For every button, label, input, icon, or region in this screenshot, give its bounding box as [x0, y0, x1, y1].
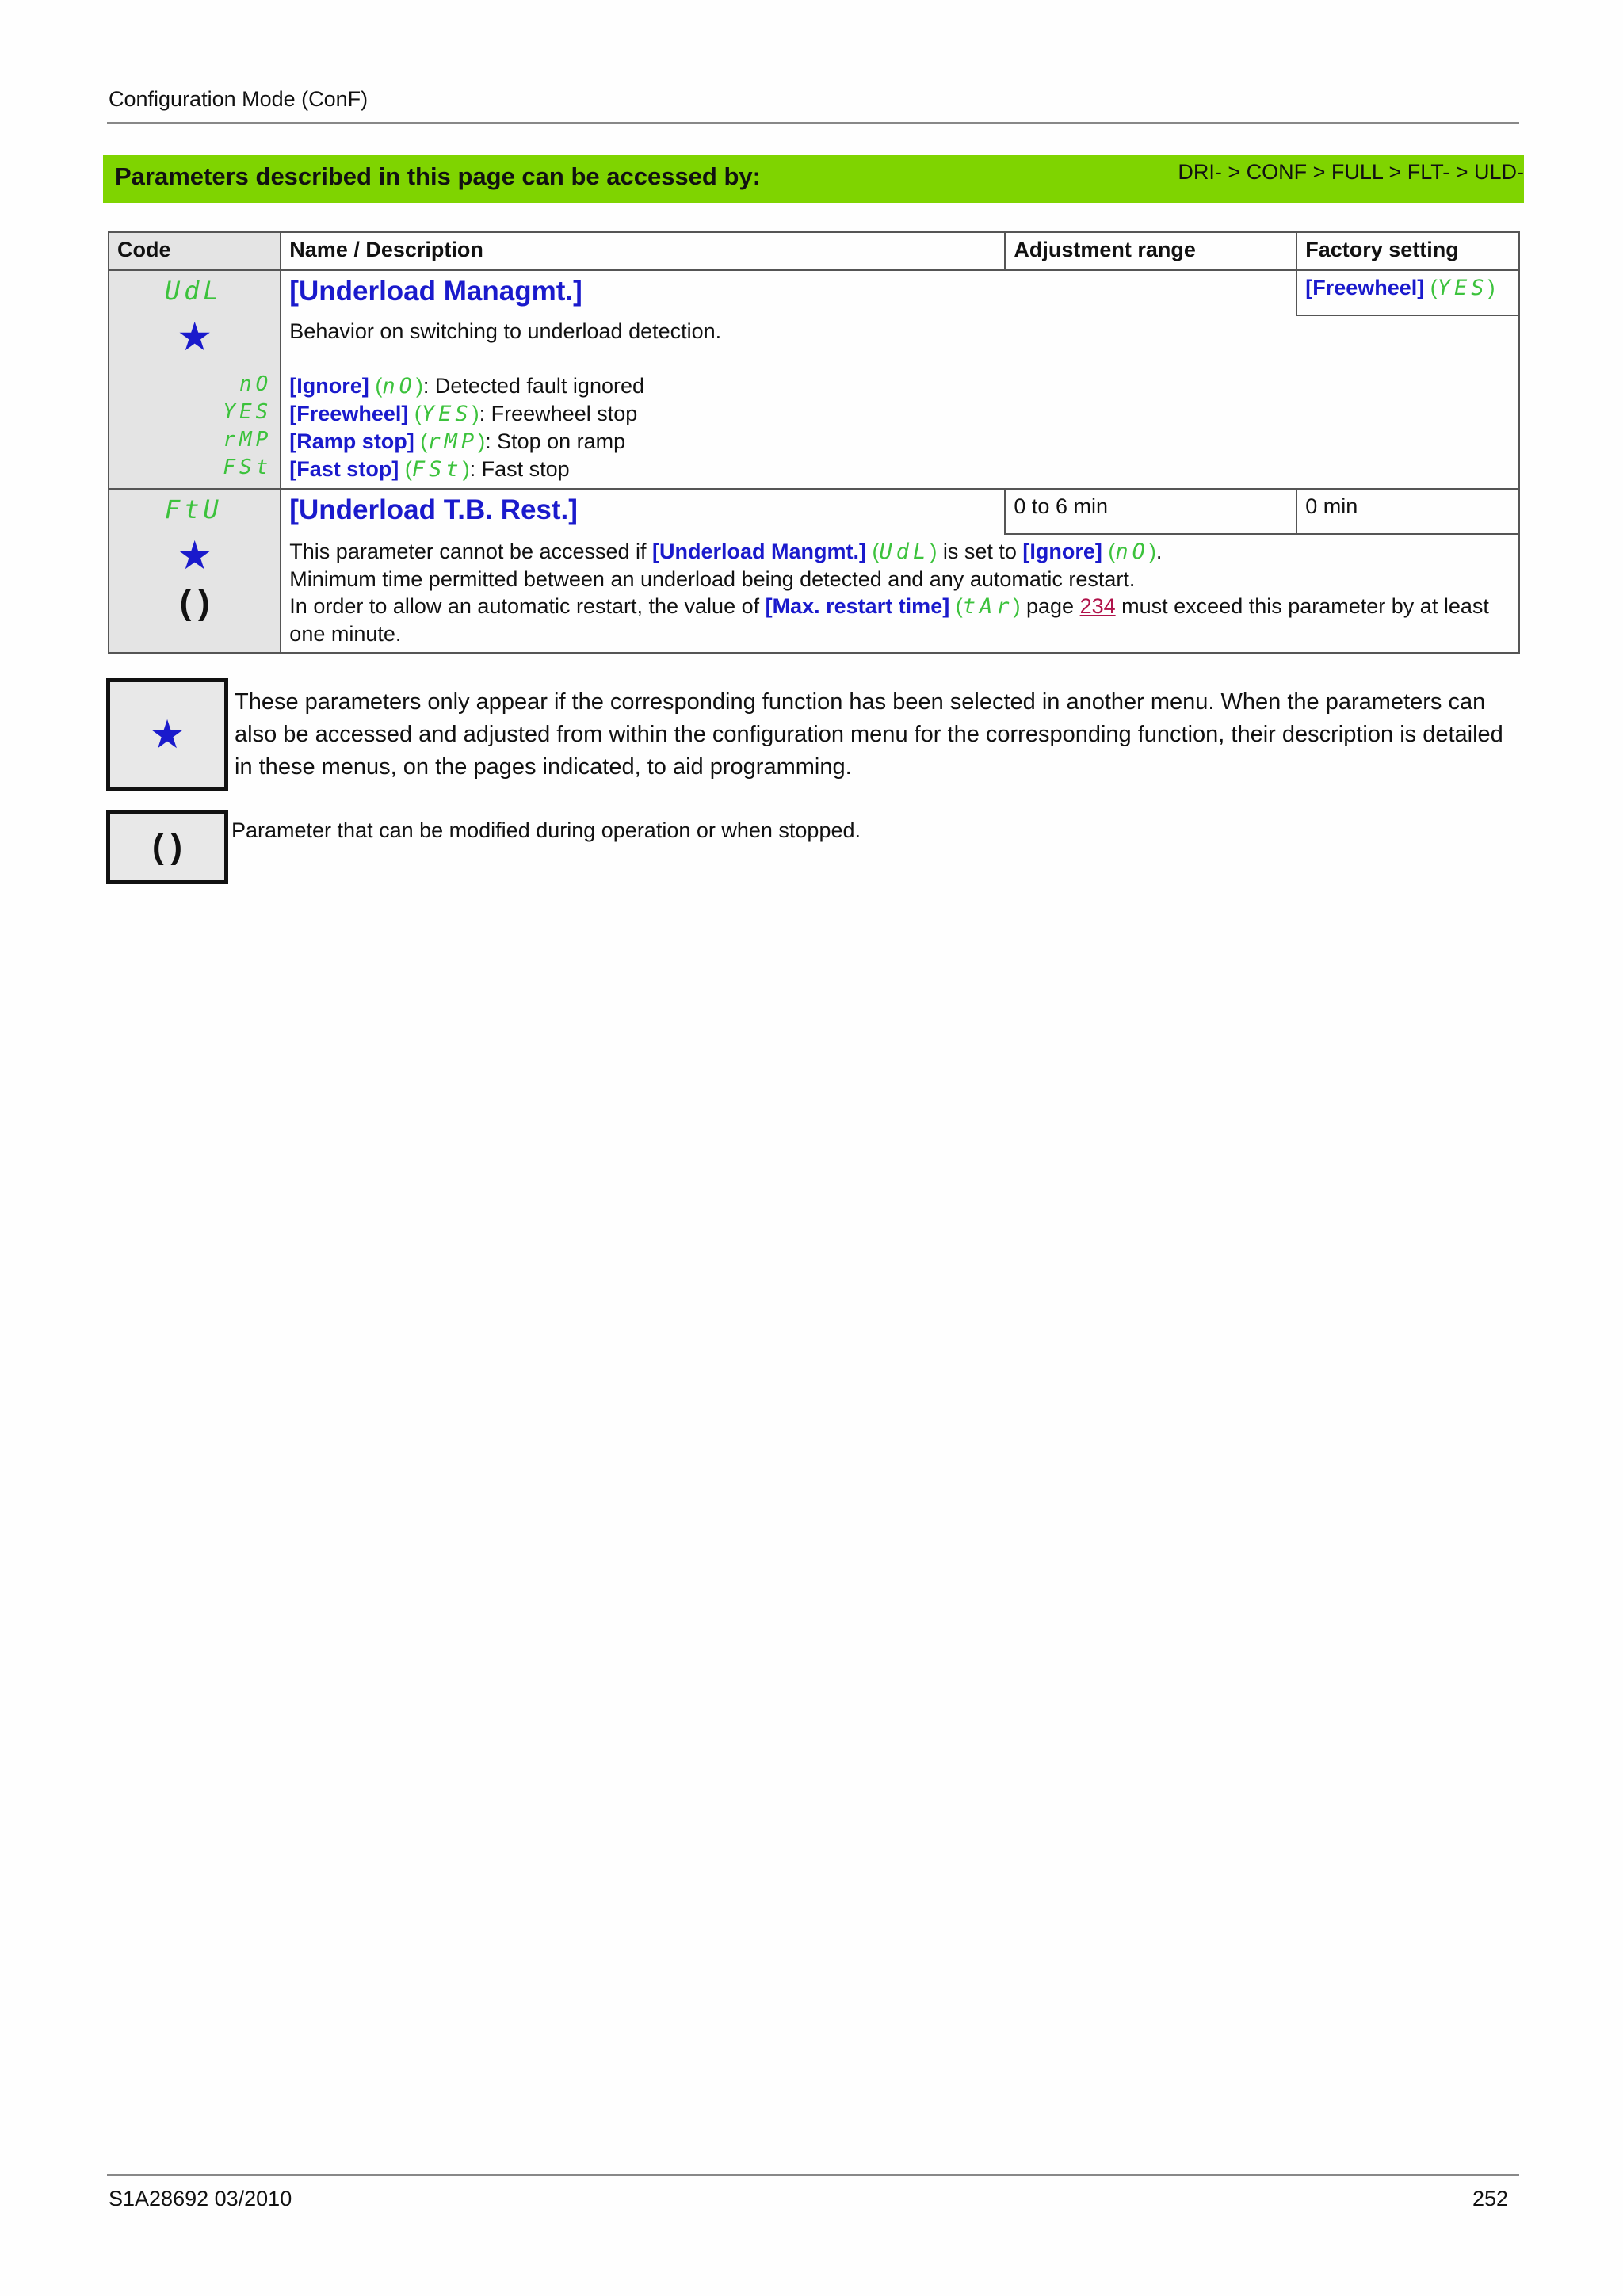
header-factory-setting: Factory setting [1296, 232, 1519, 270]
cycle-legend-box [106, 810, 228, 884]
header-name: Name / Description [281, 232, 1005, 270]
name-cell-ftu [281, 489, 1005, 534]
list-item: [Ramp stop] (rMP): Stop on ramp [289, 429, 626, 454]
star-icon: ★ [177, 533, 213, 578]
description-udl: Behavior on switching to underload detection. [289, 319, 722, 343]
param-code-udl: UdL [165, 276, 223, 306]
access-title: Parameters described in this page can be accessed by: [115, 162, 761, 190]
option-list [289, 372, 1510, 483]
ftu-access-condition: This parameter cannot be accessed if [Underload Mangmt.] (UdL) is set to [Ignore] (nO). [289, 540, 1163, 564]
code-cell-udl [109, 270, 281, 489]
factory-value-ftu: 0 min [1296, 489, 1519, 534]
adjustment-range-ftu: 0 to 6 min [1005, 489, 1296, 534]
cycle-arrows-icon: ( ) [151, 827, 183, 866]
description-cell-ftu [281, 534, 1519, 653]
header-divider [107, 122, 1519, 124]
star-legend-box [106, 678, 228, 791]
star-icon: ★ [149, 712, 185, 757]
factory-value-udl: [Freewheel] [1305, 276, 1425, 299]
ftu-restart-note: In order to allow an automatic restart, the value of [Max. restart time] (tAr) page 234 must exceed this parameter by at least one minute. [289, 594, 1489, 646]
footer-page-number: 252 [1472, 2187, 1509, 2210]
page-header-title: Configuration Mode (ConF) [109, 87, 369, 111]
list-item: [Freewheel] (YES): Freewheel stop [289, 402, 638, 426]
option-code-yes: YES [223, 400, 273, 424]
option-code-no: nO [239, 372, 273, 396]
access-menu-path: DRI- > CONF > FULL > FLT- > ULD- [1178, 160, 1524, 184]
table-row [109, 534, 1519, 653]
factory-cell-udl: [Freewheel] (YES) [1296, 270, 1519, 315]
param-code-ftu: FtU [165, 494, 223, 524]
star-legend-text: These parameters only appear if the corresponding function has been selected in another menu. When the parameters can also be accessed and adjusted from within the configuration menu for the corresponding function, their description is detailed in these menus, on the pages indicated, to aid programming. [235, 689, 1503, 780]
option-code-rmp: rMP [223, 428, 273, 452]
table-row [109, 315, 1519, 489]
description-cell-udl [281, 315, 1519, 489]
header-code: Code [109, 232, 281, 270]
option-codes [117, 371, 272, 482]
param-name-ftu: [Underload T.B. Rest.] [289, 494, 578, 525]
footer-divider [107, 2174, 1519, 2176]
table-header-row [109, 232, 1519, 270]
page-link-234[interactable]: 234 [1079, 594, 1116, 618]
table-row [109, 489, 1519, 534]
option-code-fst: FSt [223, 456, 273, 479]
code-cell-ftu [109, 489, 281, 653]
access-path-bar [103, 155, 1524, 203]
cycle-arrows-icon: ( ) [179, 583, 210, 622]
header-adjustment-range: Adjustment range [1005, 232, 1296, 270]
list-item: [Ignore] (nO): Detected fault ignored [289, 374, 645, 399]
parameter-table [108, 231, 1520, 654]
ftu-description: Minimum time permitted between an underload being detected and any automatic restart. [289, 567, 1136, 591]
footer-doc-ref: S1A28692 03/2010 [109, 2187, 292, 2210]
star-icon: ★ [177, 315, 213, 359]
list-item: [Fast stop] (FSt): Fast stop [289, 457, 570, 482]
factory-code-udl: YES [1437, 276, 1488, 300]
param-name-udl: [Underload Managmt.] [289, 276, 582, 307]
cycle-legend-text: Parameter that can be modified during operation or when stopped. [231, 818, 861, 842]
table-row [109, 270, 1519, 315]
name-cell-udl [281, 270, 1296, 315]
